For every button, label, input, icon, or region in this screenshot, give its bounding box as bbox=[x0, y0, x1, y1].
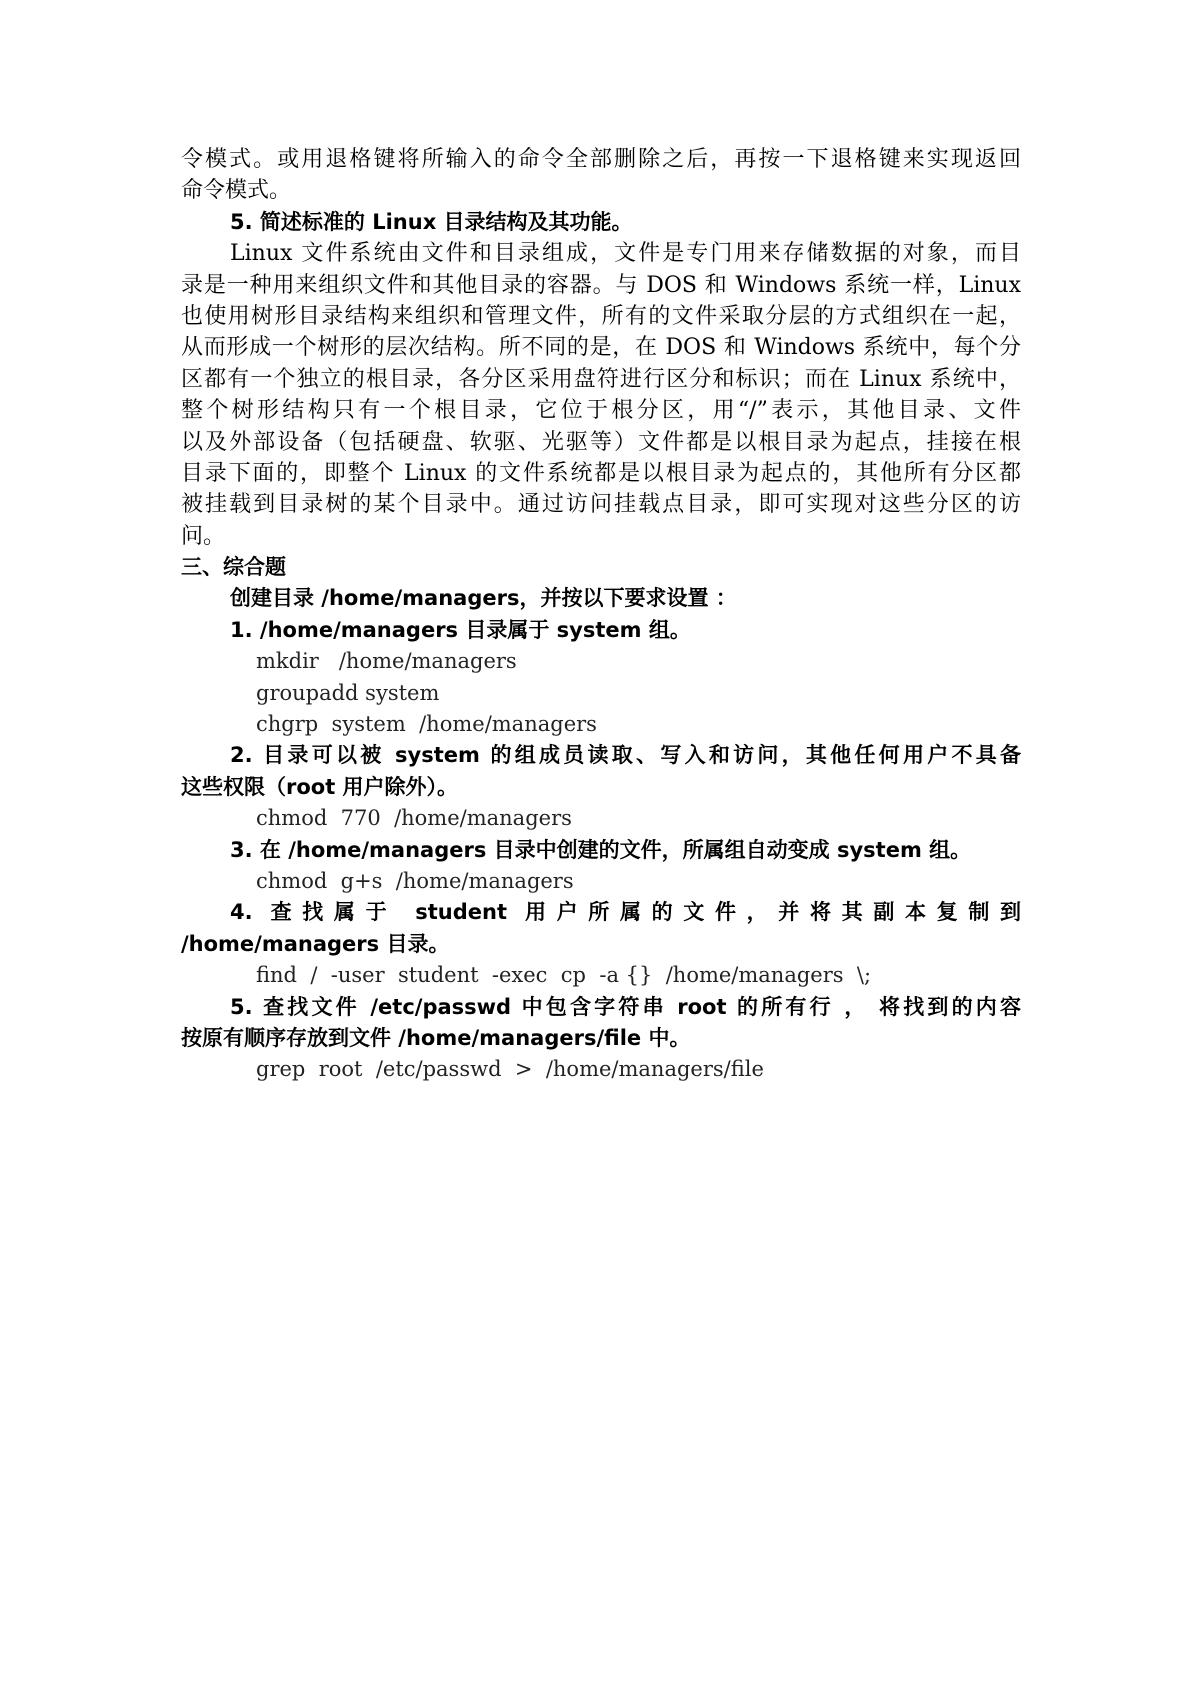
body-text-line: 录是一种用来组织文件和其他目录的容器。与 DOS 和 Windows 系统一样，Linux bbox=[181, 272, 1021, 298]
task-heading: 1. /home/managers 目录属于 system 组。 bbox=[230, 617, 691, 642]
task-heading: 这些权限（root 用户除外）。 bbox=[181, 774, 459, 799]
task-heading: 2. 目录可以被 system 的组成员读取、写入和访问，其他任何用户不具备 bbox=[230, 743, 1021, 768]
body-text-line: Linux 文件系统由文件和目录组成，文件是专门用来存储数据的对象，而目 bbox=[230, 241, 1021, 267]
document-body bbox=[181, 144, 1021, 1086]
code-line: chmod g+s /home/managers bbox=[256, 868, 574, 893]
body-text-line: 命令模式。 bbox=[181, 178, 292, 204]
code-line: find / -user student -exec cp -a {} /home/managers \; bbox=[256, 963, 872, 988]
body-text-line: 被挂载到目录树的某个目录中。通过访问挂载点目录，即可实现对这些分区的访 bbox=[181, 492, 1021, 518]
code-line: mkdir /home/managers bbox=[256, 649, 517, 674]
task-heading: /home/managers 目录。 bbox=[181, 931, 450, 956]
question-heading: 5. 简述标准的 Linux 目录结构及其功能。 bbox=[230, 209, 633, 234]
body-text-line: 目录下面的，即整个 Linux 的文件系统都是以根目录为起点的，其他所有分区都 bbox=[181, 460, 1021, 486]
body-text-line: 令模式。或用退格键将所输入的命令全部删除之后，再按一下退格键来实现返回 bbox=[181, 147, 1021, 172]
section-intro: 创建目录 /home/managers，并按以下要求设置 ： bbox=[230, 586, 737, 611]
body-text-line: 也使用树形目录结构来组织和管理文件，所有的文件采取分层的方式组织在一起， bbox=[181, 303, 1021, 329]
code-line: chgrp system /home/managers bbox=[256, 712, 597, 737]
body-text-line: 以及外部设备（包括硬盘、软驱、光驱等）文件都是以根目录为起点，挂接在根 bbox=[181, 429, 1021, 455]
body-text-line: 区都有一个独立的根目录，各分区采用盘符进行区分和标识；而在 Linux 系统中， bbox=[181, 366, 1021, 392]
task-heading: 5. 查找文件 /etc/passwd 中包含字符串 root 的所有行 ， 将找到的内容 bbox=[230, 994, 1021, 1019]
body-text-line: 问。 bbox=[181, 523, 226, 549]
code-line: grep root /etc/passwd > /home/managers/file bbox=[256, 1057, 764, 1082]
task-heading: 4. 查找属于 student 用户所属的文件，并将其副本复制到 bbox=[230, 900, 1021, 925]
task-heading: 按原有顺序存放到文件 /home/managers/file 中。 bbox=[181, 1025, 691, 1050]
body-text-line: 整个树形结构只有一个根目录，它位于根分区，用“/”表示，其他目录、文件 bbox=[181, 398, 1021, 424]
body-text-line: 从而形成一个树形的层次结构。所不同的是，在 DOS 和 Windows 系统中，每个分 bbox=[181, 335, 1021, 361]
code-line: chmod 770 /home/managers bbox=[256, 806, 572, 831]
code-line: groupadd system bbox=[256, 680, 440, 705]
section-title: 三、综合题 bbox=[181, 555, 286, 580]
task-heading: 3. 在 /home/managers 目录中创建的文件，所属组自动变成 system 组。 bbox=[230, 837, 972, 862]
